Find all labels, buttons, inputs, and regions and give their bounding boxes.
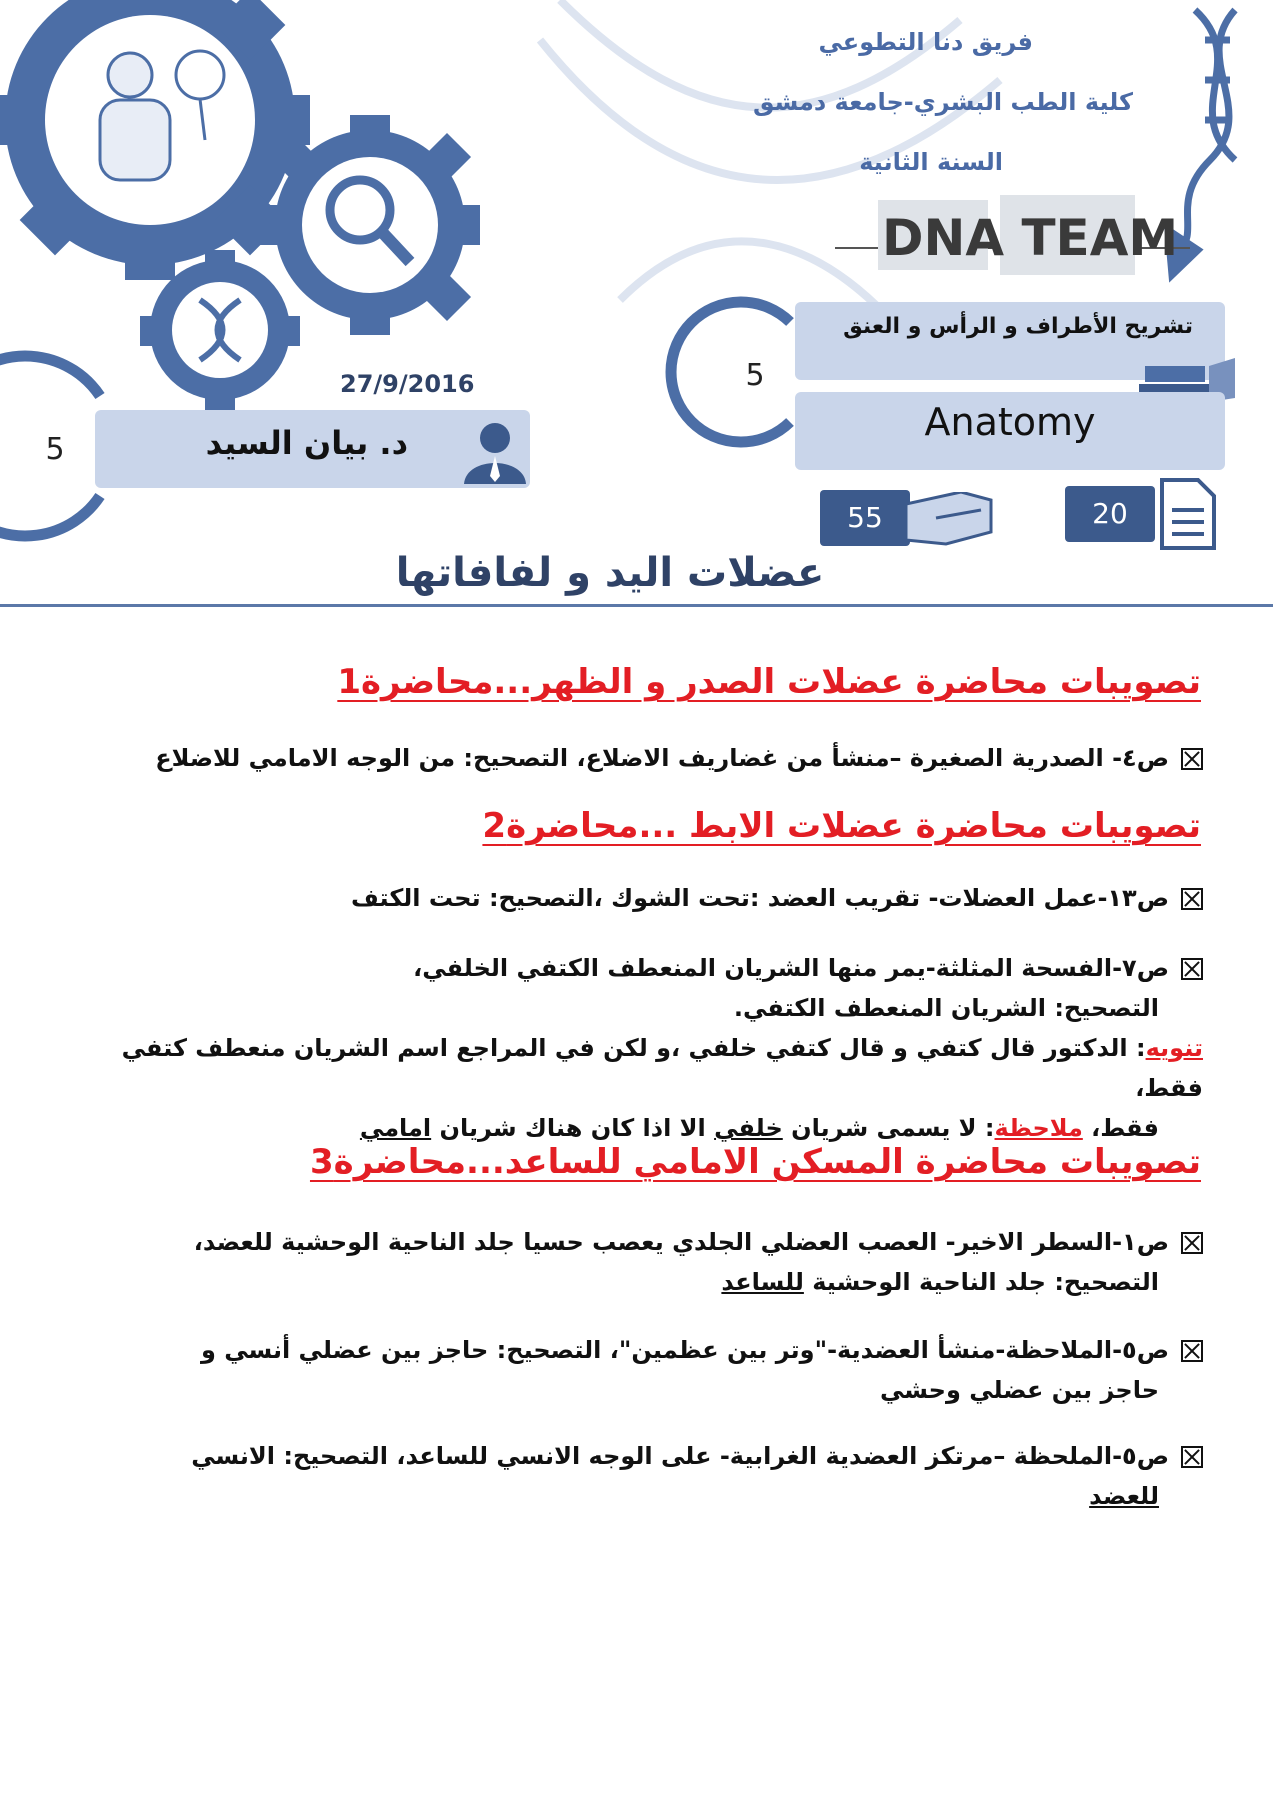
checkbox-icon bbox=[1181, 1340, 1203, 1362]
magnifier-gear-icon bbox=[260, 115, 480, 335]
title-divider bbox=[0, 604, 1273, 607]
dna-team-logo bbox=[835, 195, 1190, 275]
year-label: السنة الثانية bbox=[859, 148, 1003, 176]
faculty-name: كلية الطب البشري-جامعة دمشق bbox=[752, 88, 1133, 116]
checkbox-icon bbox=[1181, 1232, 1203, 1254]
checkbox-icon bbox=[1181, 748, 1203, 770]
lecture-date: 27/9/2016 bbox=[340, 370, 475, 398]
list-item: ص٧-الفسحة المثلثة-يمر منها الشريان المنعطف الكتفي الخلفي، التصحيح: الشريان المنعطف الكتفي. تنويه: الدكتور قال كتفي و قال كتفي خلفي ،و لكن في المراجع اسم الشريان منعطف كتفي فقط، فقط، ملاحظة: لا يسمى شريان خلفي الا اذا كان هناك شريان امامي bbox=[121, 954, 1203, 1142]
count-a-badge: 55 bbox=[820, 490, 910, 546]
section-heading-2: تصويبات محاضرة عضلات الابط ...محاضرة2 bbox=[482, 806, 1201, 846]
subject-en: Anatomy bbox=[924, 400, 1096, 444]
checkbox-icon bbox=[1181, 888, 1203, 910]
doctor-name: د. بيان السيد bbox=[205, 424, 408, 462]
section-heading-3: تصويبات محاضرة المسكن الامامي للساعد...محاضرة3 bbox=[309, 1142, 1201, 1182]
checkbox-icon bbox=[1181, 1446, 1203, 1468]
svg-text:DNA TEAM: DNA TEAM bbox=[882, 209, 1179, 267]
subject-ar: تشريح الأطراف و الرأس و العنق bbox=[843, 314, 1193, 339]
remark-label: ملاحظة bbox=[994, 1114, 1083, 1142]
hand-icon bbox=[906, 492, 996, 552]
checkbox-icon bbox=[1181, 958, 1203, 980]
document-icon bbox=[1158, 478, 1218, 554]
user-icon bbox=[462, 420, 528, 488]
doctor-number: 5 bbox=[45, 432, 65, 467]
count-b-badge: 20 bbox=[1065, 486, 1155, 542]
list-item: ص٥-الملحظة –مرتكز العضدية الغرابية- على الوجه الانسي للساعد، التصحيح: الانسي للعضد bbox=[73, 1436, 1203, 1516]
section-heading-1: تصويبات محاضرة عضلات الصدر و الظهر...محاضرة1 bbox=[337, 662, 1201, 702]
list-item: ص٥-الملاحظة-منشأ العضدية-"وتر بين عظمين"، التصحيح: حاجز بين عضلي أنسي و حاجز بين عضلي وحشي bbox=[73, 1330, 1203, 1410]
list-item: ص١-السطر الاخير- العصب العضلي الجلدي يعصب حسيا جلد الناحية الوحشية للعضد، التصحيح: جلد الناحية الوحشية للساعد bbox=[73, 1222, 1203, 1302]
note-label: تنويه bbox=[1145, 1034, 1203, 1062]
team-name: فريق دنا التطوعي bbox=[818, 28, 1033, 56]
list-item: ص١٣-عمل العضلات- تقريب العضد :تحت الشوك ،التصحيح: تحت الكتف bbox=[73, 878, 1203, 918]
list-item: ص٤- الصدرية الصغيرة –منشأ من غضاريف الاضلاع، التصحيح: من الوجه الامامي للاضلاع bbox=[73, 738, 1203, 778]
subject-number: 5 bbox=[745, 358, 765, 393]
page-title: عضلات اليد و لفافاتها bbox=[395, 550, 825, 596]
